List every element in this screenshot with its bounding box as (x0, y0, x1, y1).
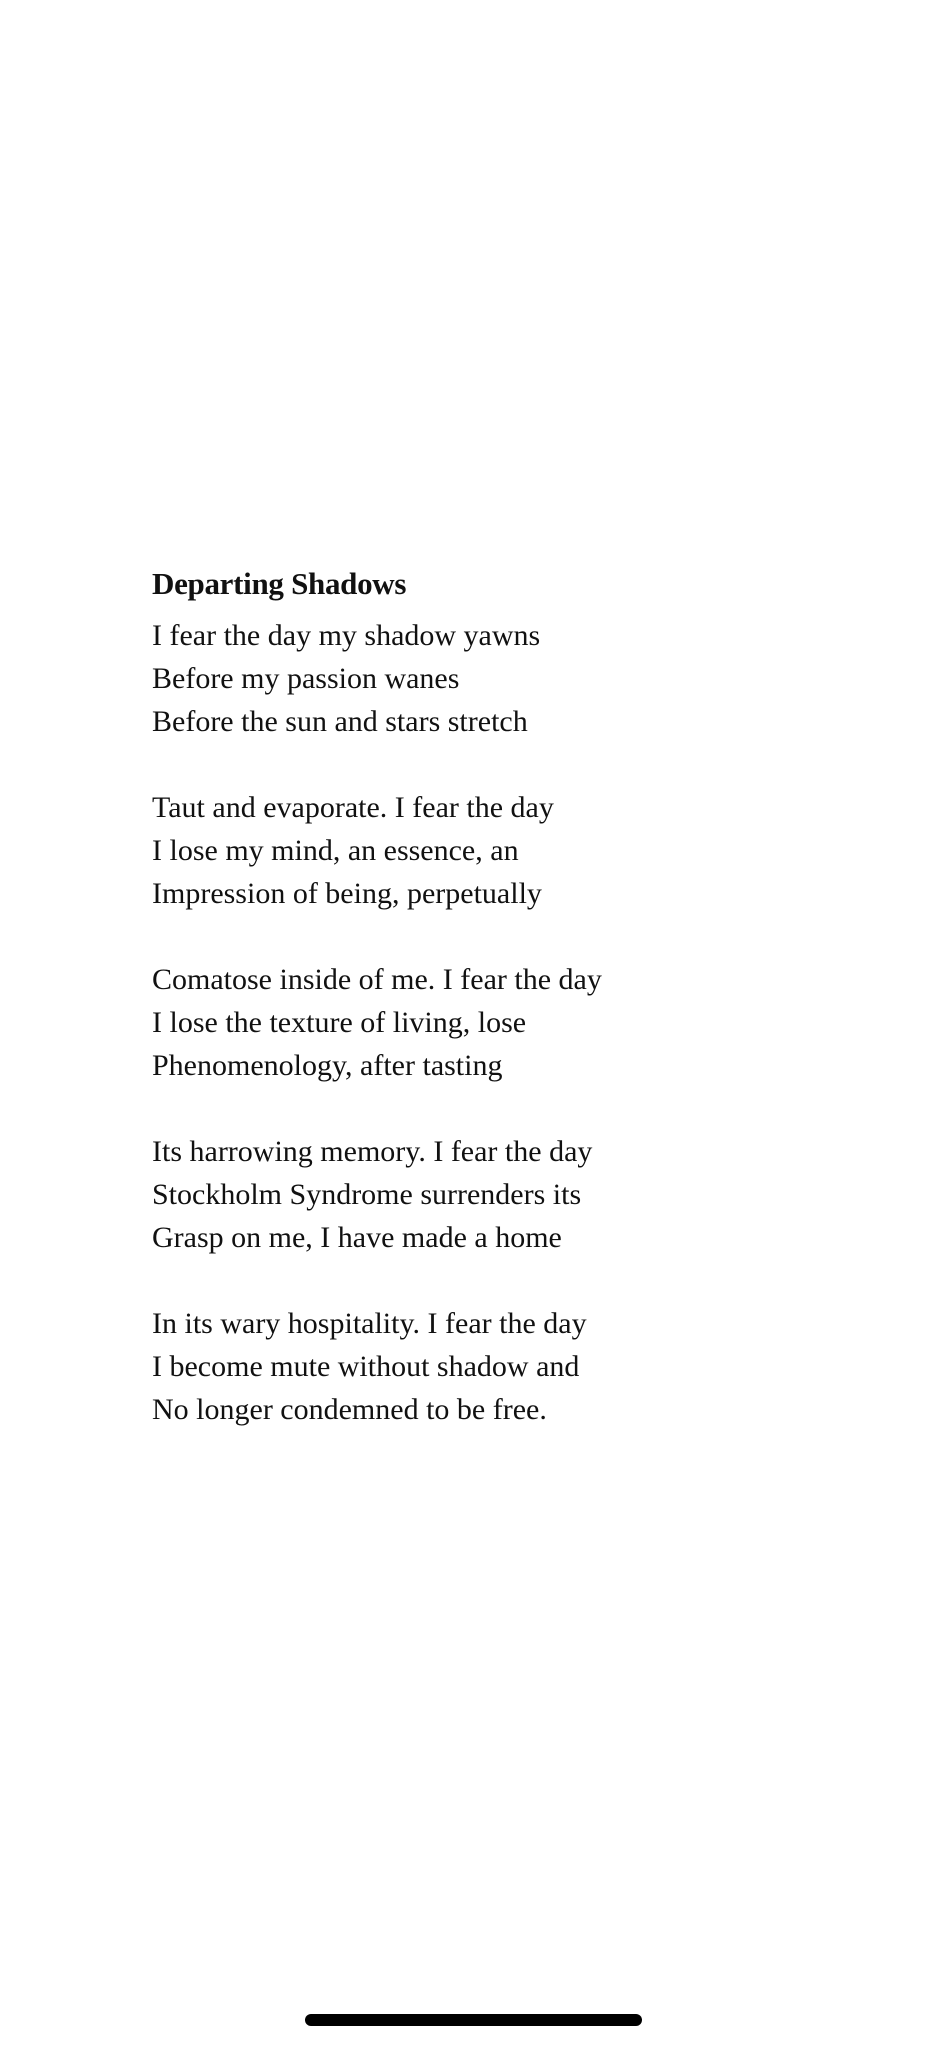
stanza (152, 786, 852, 915)
poem-line: Impression of being, perpetually (152, 877, 542, 910)
poem-title: Departing Shadows (152, 566, 407, 601)
poem-line: Comatose inside of me. I fear the day (152, 963, 602, 996)
stanza (152, 958, 852, 1087)
poem-line: No longer condemned to be free. (152, 1393, 547, 1426)
poem-line: Before the sun and stars stretch (152, 705, 528, 738)
poem-line: Its harrowing memory. I fear the day (152, 1135, 593, 1168)
stanza (152, 614, 852, 743)
poem (152, 558, 852, 1431)
home-indicator[interactable] (305, 2014, 642, 2026)
poem-line: I lose my mind, an essence, an (152, 834, 519, 867)
stanza (152, 1302, 852, 1431)
poem-line: Stockholm Syndrome surrenders its (152, 1178, 582, 1211)
poem-line: In its wary hospitality. I fear the day (152, 1307, 587, 1340)
poem-line: Grasp on me, I have made a home (152, 1221, 562, 1254)
poem-line: Before my passion wanes (152, 662, 460, 695)
poem-line: I lose the texture of living, lose (152, 1006, 527, 1039)
poem-line: Phenomenology, after tasting (152, 1049, 503, 1082)
poem-line: I fear the day my shadow yawns (152, 619, 541, 652)
stanza (152, 1130, 852, 1259)
poem-line: Taut and evaporate. I fear the day (152, 791, 554, 824)
poem-line: I become mute without shadow and (152, 1350, 580, 1383)
